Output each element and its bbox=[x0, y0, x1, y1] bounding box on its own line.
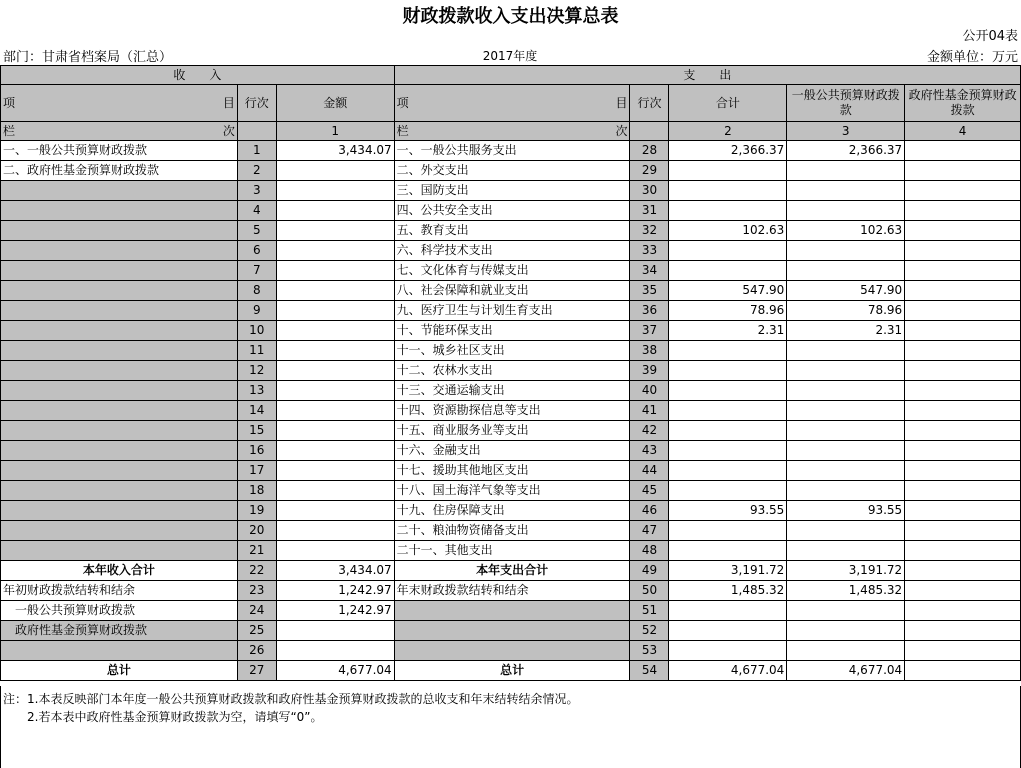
expense-row-no: 50 bbox=[630, 581, 669, 601]
expense-general bbox=[787, 401, 905, 421]
expense-total bbox=[669, 421, 787, 441]
expense-item: 六、科学技术支出 bbox=[394, 241, 630, 261]
expense-total bbox=[669, 481, 787, 501]
expense-item: 四、公共安全支出 bbox=[394, 201, 630, 221]
column-number-1: 1 bbox=[276, 122, 394, 141]
expense-general bbox=[787, 641, 905, 661]
income-item bbox=[1, 461, 238, 481]
expense-general bbox=[787, 481, 905, 501]
expense-gov-fund bbox=[905, 341, 1021, 361]
expense-general bbox=[787, 261, 905, 281]
expense-row-no: 33 bbox=[630, 241, 669, 261]
expense-row-no: 49 bbox=[630, 561, 669, 581]
table-row bbox=[1, 421, 1021, 441]
expense-total bbox=[669, 381, 787, 401]
expense-row-no: 46 bbox=[630, 501, 669, 521]
expense-gov-fund bbox=[905, 541, 1021, 561]
expense-row-no: 35 bbox=[630, 281, 669, 301]
expense-total bbox=[669, 461, 787, 481]
amount-unit: 金额单位：万元 bbox=[926, 50, 1018, 65]
expense-row-no: 41 bbox=[630, 401, 669, 421]
income-row-no: 6 bbox=[237, 241, 276, 261]
income-row-no: 26 bbox=[237, 641, 276, 661]
expense-item: 七、文化体育与传媒支出 bbox=[394, 261, 630, 281]
expense-total: 102.63 bbox=[669, 221, 787, 241]
income-amount bbox=[276, 321, 394, 341]
income-row-no: 20 bbox=[237, 521, 276, 541]
income-item: 一般公共预算财政拨款 bbox=[1, 601, 238, 621]
expense-item: 十六、金融支出 bbox=[394, 441, 630, 461]
expense-total: 78.96 bbox=[669, 301, 787, 321]
table-row bbox=[1, 221, 1021, 241]
expense-total bbox=[669, 361, 787, 381]
expense-row-no: 36 bbox=[630, 301, 669, 321]
income-item bbox=[1, 401, 238, 421]
income-item bbox=[1, 321, 238, 341]
table-row bbox=[1, 261, 1021, 281]
income-item-header: 项 目 bbox=[1, 85, 238, 122]
department-label: 部门：甘肃省档案局（汇总） bbox=[3, 50, 173, 65]
expense-row-no: 29 bbox=[630, 161, 669, 181]
table-row bbox=[1, 541, 1021, 561]
income-item: 二、政府性基金预算财政拨款 bbox=[1, 161, 238, 181]
expense-row-no: 30 bbox=[630, 181, 669, 201]
income-item bbox=[1, 481, 238, 501]
income-row-no: 14 bbox=[237, 401, 276, 421]
table-row bbox=[1, 661, 1021, 681]
expense-general: 78.96 bbox=[787, 301, 905, 321]
expense-general bbox=[787, 521, 905, 541]
expense-row-no: 32 bbox=[630, 221, 669, 241]
expense-row-no: 34 bbox=[630, 261, 669, 281]
income-row-no: 8 bbox=[237, 281, 276, 301]
table-row bbox=[1, 201, 1021, 221]
income-amount bbox=[276, 461, 394, 481]
income-row-no: 18 bbox=[237, 481, 276, 501]
income-item bbox=[1, 201, 238, 221]
expense-general bbox=[787, 341, 905, 361]
expense-gov-fund bbox=[905, 561, 1021, 581]
table-row bbox=[1, 381, 1021, 401]
expense-total bbox=[669, 401, 787, 421]
expense-row-no: 37 bbox=[630, 321, 669, 341]
expense-gov-fund bbox=[905, 261, 1021, 281]
income-amount bbox=[276, 161, 394, 181]
expense-gov-fund bbox=[905, 241, 1021, 261]
expense-general bbox=[787, 381, 905, 401]
expense-gov-fund bbox=[905, 221, 1021, 241]
table-row bbox=[1, 281, 1021, 301]
income-row-no: 23 bbox=[237, 581, 276, 601]
income-row-no: 22 bbox=[237, 561, 276, 581]
expense-item: 本年支出合计 bbox=[394, 561, 630, 581]
income-row-no: 9 bbox=[237, 301, 276, 321]
expense-total bbox=[669, 641, 787, 661]
income-row-no: 7 bbox=[237, 261, 276, 281]
table-row bbox=[1, 641, 1021, 661]
income-amount bbox=[276, 641, 394, 661]
expense-gov-fund bbox=[905, 641, 1021, 661]
income-item bbox=[1, 441, 238, 461]
income-item: 本年收入合计 bbox=[1, 561, 238, 581]
expense-item-header: 项 目 bbox=[394, 85, 630, 122]
expense-item bbox=[394, 601, 630, 621]
gov-fund-header: 政府性基金预算财政拨款 bbox=[905, 85, 1021, 122]
expense-general bbox=[787, 541, 905, 561]
income-amount bbox=[276, 361, 394, 381]
income-item bbox=[1, 381, 238, 401]
expense-gov-fund bbox=[905, 461, 1021, 481]
expense-total bbox=[669, 241, 787, 261]
expense-item: 十八、国土海洋气象等支出 bbox=[394, 481, 630, 501]
expense-row-no: 39 bbox=[630, 361, 669, 381]
expense-general: 3,191.72 bbox=[787, 561, 905, 581]
income-item: 政府性基金预算财政拨款 bbox=[1, 621, 238, 641]
expense-total bbox=[669, 161, 787, 181]
income-row-no: 15 bbox=[237, 421, 276, 441]
expense-row-no: 51 bbox=[630, 601, 669, 621]
note-2: 2.若本表中政府性基金预算财政拨款为空，请填写“0”。 bbox=[27, 710, 323, 724]
income-row-no: 21 bbox=[237, 541, 276, 561]
income-amount bbox=[276, 301, 394, 321]
note-1: 注：1.本表反映部门本年度一般公共预算财政拨款和政府性基金预算财政拨款的总收支和年末结转结余情况。 bbox=[3, 692, 579, 706]
income-amount bbox=[276, 181, 394, 201]
expense-gov-fund bbox=[905, 161, 1021, 181]
expense-row-no: 28 bbox=[630, 141, 669, 161]
expense-general bbox=[787, 181, 905, 201]
income-item bbox=[1, 301, 238, 321]
expense-total bbox=[669, 621, 787, 641]
income-amount bbox=[276, 481, 394, 501]
expense-gov-fund bbox=[905, 301, 1021, 321]
column-number-3: 3 bbox=[787, 122, 905, 141]
expense-item: 十四、资源勘探信息等支出 bbox=[394, 401, 630, 421]
expense-column-blank bbox=[630, 122, 669, 141]
expense-item: 十七、援助其他地区支出 bbox=[394, 461, 630, 481]
income-header: 收 入 bbox=[1, 66, 395, 85]
table-row bbox=[1, 361, 1021, 381]
income-item: 总计 bbox=[1, 661, 238, 681]
income-row-no-header: 行次 bbox=[237, 85, 276, 122]
expense-total bbox=[669, 541, 787, 561]
income-row-no: 25 bbox=[237, 621, 276, 641]
expense-item: 三、国防支出 bbox=[394, 181, 630, 201]
income-amount-header: 金额 bbox=[276, 85, 394, 122]
income-amount bbox=[276, 541, 394, 561]
expense-row-no: 38 bbox=[630, 341, 669, 361]
expense-row-no: 52 bbox=[630, 621, 669, 641]
expense-total: 2.31 bbox=[669, 321, 787, 341]
table-row bbox=[1, 521, 1021, 541]
expense-gov-fund bbox=[905, 141, 1021, 161]
expense-total bbox=[669, 261, 787, 281]
frame-left-border bbox=[0, 686, 1, 768]
expense-row-no: 43 bbox=[630, 441, 669, 461]
expense-gov-fund bbox=[905, 401, 1021, 421]
table-row bbox=[1, 601, 1021, 621]
income-item bbox=[1, 221, 238, 241]
footnotes bbox=[3, 690, 578, 726]
income-item bbox=[1, 361, 238, 381]
income-row-no: 11 bbox=[237, 341, 276, 361]
expense-row-no: 44 bbox=[630, 461, 669, 481]
income-item bbox=[1, 421, 238, 441]
expense-gov-fund bbox=[905, 381, 1021, 401]
expense-row-no: 53 bbox=[630, 641, 669, 661]
expense-gov-fund bbox=[905, 181, 1021, 201]
general-budget-header: 一般公共预算财政拨款 bbox=[787, 85, 905, 122]
expense-column-label: 栏 次 bbox=[394, 122, 630, 141]
income-amount: 3,434.07 bbox=[276, 141, 394, 161]
expense-item: 十、节能环保支出 bbox=[394, 321, 630, 341]
expense-item: 八、社会保障和就业支出 bbox=[394, 281, 630, 301]
income-row-no: 3 bbox=[237, 181, 276, 201]
expense-header: 支 出 bbox=[394, 66, 1020, 85]
expense-general bbox=[787, 461, 905, 481]
income-item bbox=[1, 241, 238, 261]
expense-item: 二十一、其他支出 bbox=[394, 541, 630, 561]
expense-total bbox=[669, 341, 787, 361]
table-row bbox=[1, 141, 1021, 161]
expense-total-header: 合计 bbox=[669, 85, 787, 122]
table-row bbox=[1, 481, 1021, 501]
table-row bbox=[1, 161, 1021, 181]
expense-general: 93.55 bbox=[787, 501, 905, 521]
expense-general: 4,677.04 bbox=[787, 661, 905, 681]
expense-item: 一、一般公共服务支出 bbox=[394, 141, 630, 161]
expense-gov-fund bbox=[905, 201, 1021, 221]
expense-item: 十五、商业服务业等支出 bbox=[394, 421, 630, 441]
expense-item: 十二、农林水支出 bbox=[394, 361, 630, 381]
expense-total: 93.55 bbox=[669, 501, 787, 521]
expense-row-no-header: 行次 bbox=[630, 85, 669, 122]
column-number-2: 2 bbox=[669, 122, 787, 141]
income-amount bbox=[276, 501, 394, 521]
expense-general bbox=[787, 421, 905, 441]
expense-gov-fund bbox=[905, 441, 1021, 461]
income-item bbox=[1, 521, 238, 541]
income-amount bbox=[276, 281, 394, 301]
table-row bbox=[1, 621, 1021, 641]
table-row bbox=[1, 301, 1021, 321]
expense-gov-fund bbox=[905, 581, 1021, 601]
expense-gov-fund bbox=[905, 281, 1021, 301]
expense-total bbox=[669, 521, 787, 541]
expense-general bbox=[787, 621, 905, 641]
expense-general bbox=[787, 201, 905, 221]
expense-general bbox=[787, 361, 905, 381]
income-amount: 1,242.97 bbox=[276, 581, 394, 601]
table-row bbox=[1, 441, 1021, 461]
income-item bbox=[1, 261, 238, 281]
table-row bbox=[1, 501, 1021, 521]
income-row-no: 10 bbox=[237, 321, 276, 341]
expense-item: 年末财政拨款结转和结余 bbox=[394, 581, 630, 601]
income-row-no: 17 bbox=[237, 461, 276, 481]
income-amount bbox=[276, 241, 394, 261]
income-amount bbox=[276, 261, 394, 281]
income-amount bbox=[276, 441, 394, 461]
income-row-no: 5 bbox=[237, 221, 276, 241]
income-amount: 3,434.07 bbox=[276, 561, 394, 581]
expense-gov-fund bbox=[905, 421, 1021, 441]
income-column-label: 栏 次 bbox=[1, 122, 238, 141]
expense-item bbox=[394, 641, 630, 661]
expense-total bbox=[669, 601, 787, 621]
income-row-no: 13 bbox=[237, 381, 276, 401]
income-item bbox=[1, 501, 238, 521]
income-item: 年初财政拨款结转和结余 bbox=[1, 581, 238, 601]
expense-total: 1,485.32 bbox=[669, 581, 787, 601]
expense-total: 2,366.37 bbox=[669, 141, 787, 161]
expense-item: 十一、城乡社区支出 bbox=[394, 341, 630, 361]
income-amount: 1,242.97 bbox=[276, 601, 394, 621]
income-item: 一、一般公共预算财政拨款 bbox=[1, 141, 238, 161]
expense-item: 十九、住房保障支出 bbox=[394, 501, 630, 521]
report-title: 财政拨款收入支出决算总表 bbox=[402, 6, 619, 27]
income-row-no: 27 bbox=[237, 661, 276, 681]
income-amount bbox=[276, 621, 394, 641]
budget-table bbox=[0, 65, 1021, 681]
expense-gov-fund bbox=[905, 521, 1021, 541]
income-item bbox=[1, 281, 238, 301]
income-amount bbox=[276, 221, 394, 241]
income-amount bbox=[276, 421, 394, 441]
income-amount: 4,677.04 bbox=[276, 661, 394, 681]
expense-row-no: 42 bbox=[630, 421, 669, 441]
expense-total bbox=[669, 441, 787, 461]
expense-item: 二十、粮油物资储备支出 bbox=[394, 521, 630, 541]
expense-general bbox=[787, 441, 905, 461]
income-amount bbox=[276, 201, 394, 221]
expense-total bbox=[669, 201, 787, 221]
expense-row-no: 54 bbox=[630, 661, 669, 681]
expense-row-no: 40 bbox=[630, 381, 669, 401]
expense-general bbox=[787, 241, 905, 261]
table-row bbox=[1, 241, 1021, 261]
table-row bbox=[1, 181, 1021, 201]
income-row-no: 19 bbox=[237, 501, 276, 521]
expense-row-no: 48 bbox=[630, 541, 669, 561]
expense-total: 3,191.72 bbox=[669, 561, 787, 581]
expense-gov-fund bbox=[905, 481, 1021, 501]
income-column-blank bbox=[237, 122, 276, 141]
expense-gov-fund bbox=[905, 321, 1021, 341]
table-row bbox=[1, 561, 1021, 581]
income-amount bbox=[276, 401, 394, 421]
expense-general: 102.63 bbox=[787, 221, 905, 241]
expense-gov-fund bbox=[905, 621, 1021, 641]
expense-general: 2.31 bbox=[787, 321, 905, 341]
expense-gov-fund bbox=[905, 661, 1021, 681]
expense-gov-fund bbox=[905, 361, 1021, 381]
table-row bbox=[1, 581, 1021, 601]
income-item bbox=[1, 641, 238, 661]
expense-item: 十三、交通运输支出 bbox=[394, 381, 630, 401]
expense-row-no: 31 bbox=[630, 201, 669, 221]
expense-total bbox=[669, 181, 787, 201]
expense-item bbox=[394, 621, 630, 641]
income-row-no: 24 bbox=[237, 601, 276, 621]
income-row-no: 2 bbox=[237, 161, 276, 181]
income-item bbox=[1, 181, 238, 201]
table-row bbox=[1, 461, 1021, 481]
income-amount bbox=[276, 381, 394, 401]
fiscal-year: 2017年度 bbox=[482, 49, 538, 63]
form-number: 公开04表 bbox=[962, 29, 1018, 44]
income-row-no: 1 bbox=[237, 141, 276, 161]
income-row-no: 4 bbox=[237, 201, 276, 221]
expense-gov-fund bbox=[905, 601, 1021, 621]
expense-general: 1,485.32 bbox=[787, 581, 905, 601]
expense-item: 二、外交支出 bbox=[394, 161, 630, 181]
expense-general bbox=[787, 601, 905, 621]
expense-total: 4,677.04 bbox=[669, 661, 787, 681]
expense-general: 2,366.37 bbox=[787, 141, 905, 161]
table-row bbox=[1, 401, 1021, 421]
income-amount bbox=[276, 521, 394, 541]
income-row-no: 12 bbox=[237, 361, 276, 381]
table-row bbox=[1, 321, 1021, 341]
expense-row-no: 45 bbox=[630, 481, 669, 501]
expense-general: 547.90 bbox=[787, 281, 905, 301]
expense-row-no: 47 bbox=[630, 521, 669, 541]
column-number-4: 4 bbox=[905, 122, 1021, 141]
expense-item: 五、教育支出 bbox=[394, 221, 630, 241]
income-item bbox=[1, 341, 238, 361]
expense-gov-fund bbox=[905, 501, 1021, 521]
expense-item: 总计 bbox=[394, 661, 630, 681]
income-row-no: 16 bbox=[237, 441, 276, 461]
expense-item: 九、医疗卫生与计划生育支出 bbox=[394, 301, 630, 321]
expense-general bbox=[787, 161, 905, 181]
income-amount bbox=[276, 341, 394, 361]
table-row bbox=[1, 341, 1021, 361]
expense-total: 547.90 bbox=[669, 281, 787, 301]
income-item bbox=[1, 541, 238, 561]
